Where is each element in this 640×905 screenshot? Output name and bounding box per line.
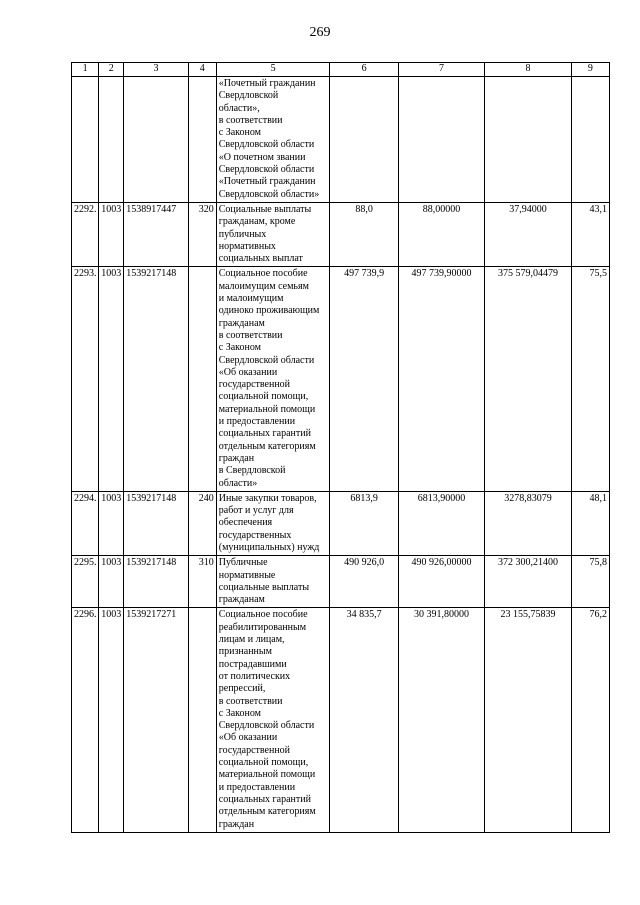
executed-amount: 37,94000 <box>485 202 571 266</box>
target-article-code: 1539217148 <box>124 491 188 555</box>
approved-amount: 34 835,7 <box>330 608 398 832</box>
item-name: Социальные выплаты гражданам, кроме публичных нормативных социальных выплат <box>216 202 330 266</box>
refined-amount: 497 739,90000 <box>398 267 484 491</box>
target-article-code: 1539217148 <box>124 267 188 491</box>
execution-percent: 48,1 <box>571 491 609 555</box>
target-article-code: 1539217148 <box>124 556 188 608</box>
approved-amount: 6813,9 <box>330 491 398 555</box>
section-code: 1003 <box>99 267 124 491</box>
approved-amount: 497 739,9 <box>330 267 398 491</box>
section-code: 1003 <box>99 608 124 832</box>
item-name: Социальное пособие реабилитированным лицам и лицам, признанным пострадавшими от политических репрессий, в соответствии с Законом Свердловской области «Об оказании государственной социальной помощи, материальной помощи и предоставлении социальных гарантий отдельным категориям граждан <box>216 608 330 832</box>
item-name: Иные закупки товаров, работ и услуг для обеспечения государственных (муниципальных) нужд <box>216 491 330 555</box>
header-cell: 4 <box>188 63 216 77</box>
execution-percent: 75,5 <box>571 267 609 491</box>
refined-amount: 88,00000 <box>398 202 484 266</box>
expense-type-code: 310 <box>188 556 216 608</box>
execution-percent: 76,2 <box>571 608 609 832</box>
section-code: 1003 <box>99 491 124 555</box>
row-number: 2292. <box>72 202 99 266</box>
item-name: Социальное пособие малоимущим семьям и малоимущим одиноко проживающим гражданам в соответствии с Законом Свердловской области «Об оказании государственной социальной помощи, материальной помощи и предоставлении социальных гарантий отдельным категориям граждан в Свердловской области» <box>216 267 330 491</box>
execution-percent: 43,1 <box>571 202 609 266</box>
approved-amount <box>330 77 398 203</box>
header-cell: 9 <box>571 63 609 77</box>
section-code <box>99 77 124 203</box>
header-cell: 3 <box>124 63 188 77</box>
executed-amount <box>485 77 571 203</box>
header-cell: 6 <box>330 63 398 77</box>
target-article-code <box>124 77 188 203</box>
target-article-code: 1539217271 <box>124 608 188 832</box>
expense-type-code <box>188 608 216 832</box>
budget-table <box>71 62 610 833</box>
row-number: 2293. <box>72 267 99 491</box>
refined-amount <box>398 77 484 203</box>
header-cell: 8 <box>485 63 571 77</box>
execution-percent: 75,8 <box>571 556 609 608</box>
table-row <box>72 267 610 491</box>
header-cell: 2 <box>99 63 124 77</box>
header-row <box>72 63 610 77</box>
expense-type-code: 320 <box>188 202 216 266</box>
expense-type-code <box>188 267 216 491</box>
section-code: 1003 <box>99 202 124 266</box>
approved-amount: 88,0 <box>330 202 398 266</box>
table-row <box>72 556 610 608</box>
row-number: 2295. <box>72 556 99 608</box>
expense-type-code: 240 <box>188 491 216 555</box>
header-cell: 1 <box>72 63 99 77</box>
executed-amount: 3278,83079 <box>485 491 571 555</box>
row-number: 2294. <box>72 491 99 555</box>
table-row <box>72 491 610 555</box>
executed-amount: 23 155,75839 <box>485 608 571 832</box>
approved-amount: 490 926,0 <box>330 556 398 608</box>
table-row <box>72 77 610 203</box>
refined-amount: 6813,90000 <box>398 491 484 555</box>
refined-amount: 30 391,80000 <box>398 608 484 832</box>
executed-amount: 375 579,04479 <box>485 267 571 491</box>
expense-type-code <box>188 77 216 203</box>
table-row <box>72 202 610 266</box>
target-article-code: 1538917447 <box>124 202 188 266</box>
execution-percent <box>571 77 609 203</box>
page-number: 269 <box>309 25 331 40</box>
executed-amount: 372 300,21400 <box>485 556 571 608</box>
refined-amount: 490 926,00000 <box>398 556 484 608</box>
table-row <box>72 608 610 832</box>
section-code: 1003 <box>99 556 124 608</box>
row-number: 2296. <box>72 608 99 832</box>
item-name: Публичные нормативные социальные выплаты гражданам <box>216 556 330 608</box>
header-cell: 7 <box>398 63 484 77</box>
row-number <box>72 77 99 203</box>
item-name: «Почетный гражданин Свердловской области», в соответствии с Законом Свердловской области «О почетном звании Свердловской области «Почетный гражданин Свердловской области» <box>216 77 330 203</box>
header-cell: 5 <box>216 63 330 77</box>
